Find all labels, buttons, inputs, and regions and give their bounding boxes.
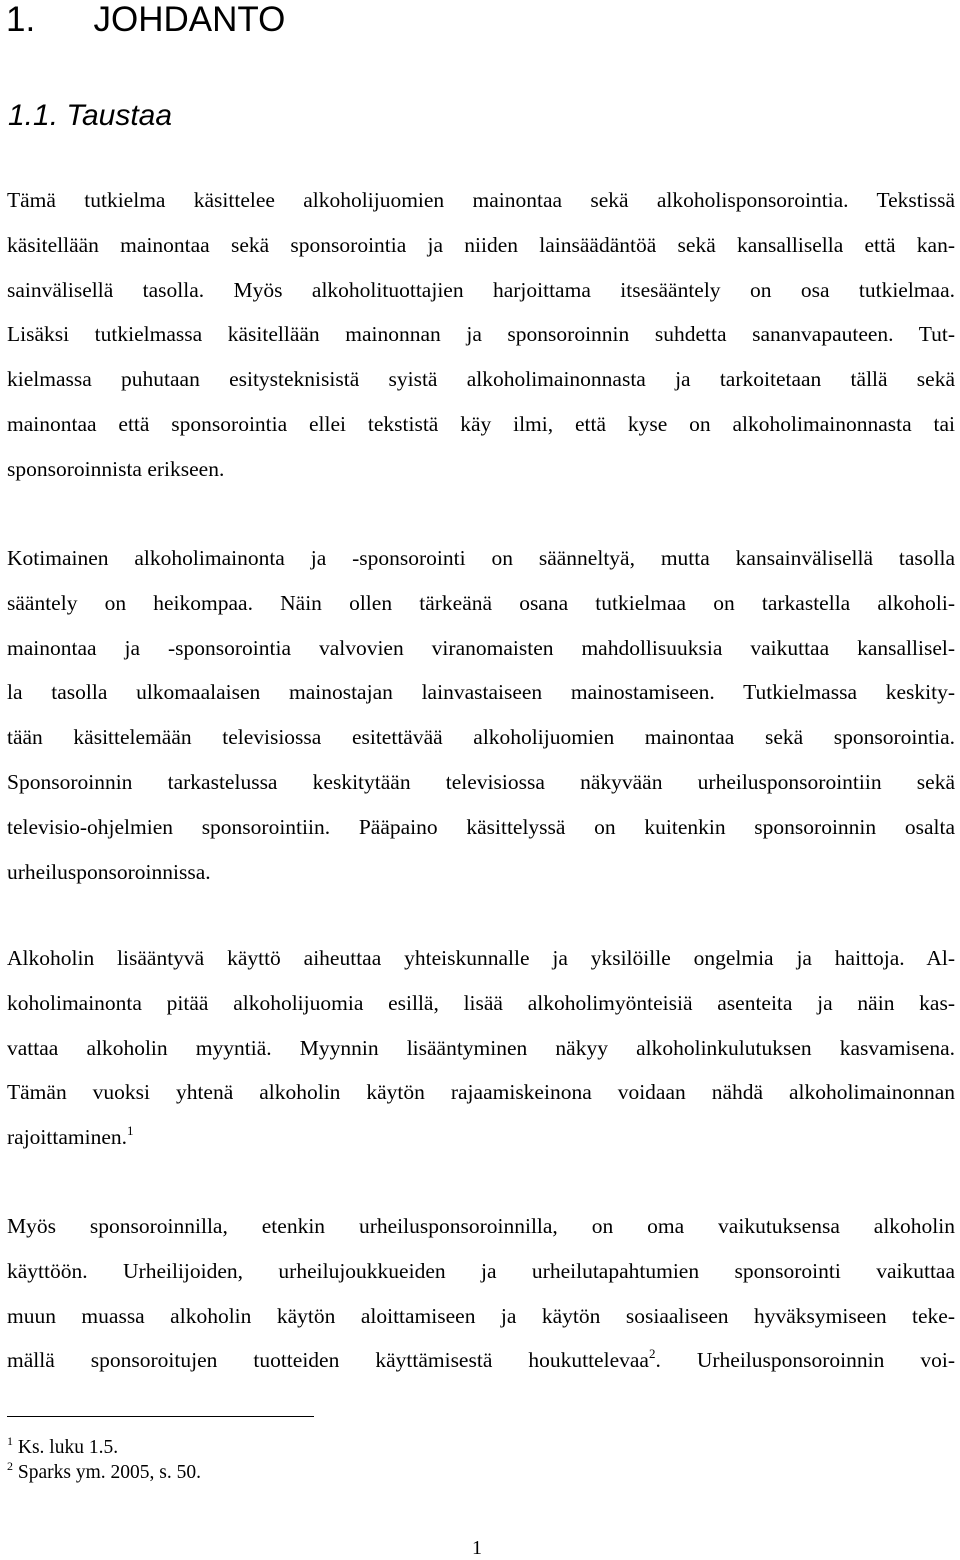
footnote-2 (7, 1461, 201, 1485)
text-line: mainontaa että sponsorointia ellei tekstistä käy ilmi, että kyse on alkoholimainonnasta tai (7, 411, 955, 436)
text-line (7, 1115, 955, 1160)
text-line: tään käsittelemään televisiossa esitettävää alkoholijuomien mainontaa sekä sponsorointia. (7, 725, 955, 750)
paragraph-regulation (7, 536, 955, 894)
paragraph-harms (7, 936, 955, 1160)
text-line: la tasolla ulkomaalaisen mainostajan lainvastaiseen mainostamiseen. Tutkielmassa keskity- (7, 680, 955, 705)
text-line: käsitellään mainontaa sekä sponsorointia ja niiden lainsäädäntöä sekä kansallisella että kan- (7, 232, 955, 257)
footnote-number: 1 (7, 1434, 13, 1448)
text-line: sainvälisellä tasolla. Myös alkoholituottajien harjoittama itsesääntely on osa tutkielmaa. (7, 277, 955, 302)
text-line: käyttöön. Urheilijoiden, urheilujoukkueiden ja urheilutapahtumien sponsorointi vaikuttaa (7, 1258, 955, 1283)
text-line: Sponsoroinnin tarkastelussa keskitytään televisiossa näkyvään urheilusponsorointiin sekä (7, 769, 955, 794)
text-line: urheilusponsoroinnissa. (7, 859, 211, 884)
footnote-ref-2: 2 (648, 1346, 656, 1362)
page-number: 1 (472, 1537, 482, 1559)
text-line-segment: . Urheilusponsoroinnin voi- (655, 1348, 955, 1373)
text-line: koholimainonta pitää alkoholijuomia esillä, lisää alkoholimyönteisiä asenteita ja näin kas- (7, 990, 955, 1015)
footnote-number: 2 (7, 1459, 13, 1473)
paragraph-intro (7, 178, 955, 492)
footnote-text: Sparks ym. 2005, s. 50. (17, 1462, 201, 1483)
text-line: Tämä tutkielma käsittelee alkoholijuomien mainontaa sekä alkoholisponsorointia. Tekstissä (7, 188, 955, 212)
text-line: televisio-ohjelmien sponsorointiin. Pääpaino käsittelyssä on kuitenkin sponsoroinnin osalta (7, 814, 955, 839)
text-line: Tämän vuoksi yhtenä alkoholin käytön rajaamiskeinona voidaan nähdä alkoholimainonnan (7, 1080, 955, 1105)
paragraph-sponsorship (7, 1204, 955, 1383)
text-line: Myös sponsoroinnilla, etenkin urheilusponsoroinnilla, on oma vaikutuksensa alkoholin (7, 1214, 955, 1238)
footnote-1 (7, 1436, 118, 1460)
footnote-separator (7, 1416, 314, 1417)
text-line: Alkoholin lisääntyvä käyttö aiheuttaa yhteiskunnalle ja yksilöille ongelmia ja haittoja. Al- (7, 946, 955, 970)
text-line: vattaa alkoholin myyntiä. Myynnin lisääntyminen näkyy alkoholinkulutuksen kasvamisena. (7, 1035, 955, 1060)
text-line-segment: rajoittaminen. (7, 1125, 128, 1150)
text-line: muun muassa alkoholin käytön aloittamiseen ja käytön sosiaaliseen hyväksymiseen teke- (7, 1303, 955, 1328)
text-line: Lisäksi tutkielmassa käsitellään mainonnan ja sponsoroinnin suhdetta sananvapauteen. Tut- (7, 322, 955, 347)
text-line-segment: mällä sponsoroitujen tuotteiden käyttämisestä houkuttelevaa (7, 1348, 649, 1373)
text-line: sääntely on heikompaa. Näin ollen tärkeänä osana tutkielmaa on tarkastella alkoholi- (7, 590, 955, 615)
footnote-ref-1: 1 (127, 1123, 134, 1139)
section-heading: 1.1. Taustaa (8, 99, 173, 132)
text-line (7, 1338, 955, 1383)
footnote-text: Ks. luku 1.5. (17, 1437, 119, 1458)
chapter-heading: 1. JOHDANTO (6, 0, 286, 39)
text-line: mainontaa ja -sponsorointia valvovien viranomaisten mahdollisuuksia vaikuttaa kansallisel- (7, 635, 955, 660)
text-line: kielmassa puhutaan esitysteknisistä syistä alkoholimainonnasta ja tarkoitetaan tällä sekä (7, 367, 955, 392)
text-line: sponsoroinnista erikseen. (7, 456, 225, 481)
text-line: Kotimainen alkoholimainonta ja -sponsorointi on säänneltyä, mutta kansainvälisellä tasolla (7, 546, 955, 570)
